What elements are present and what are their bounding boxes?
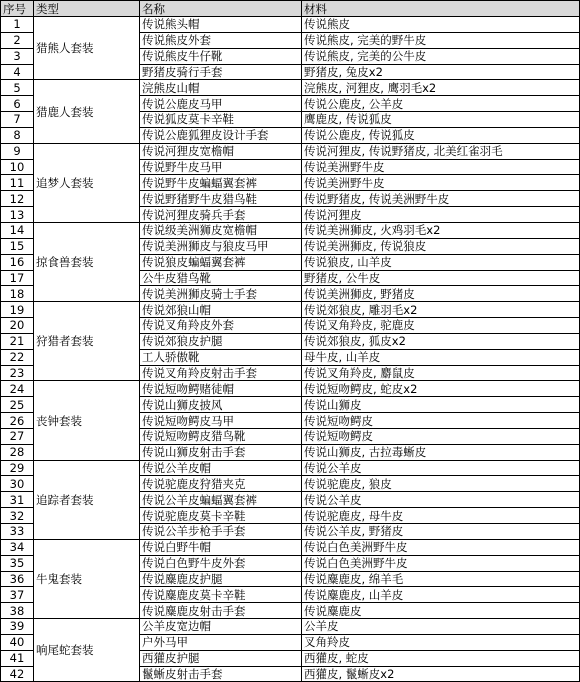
material-cell: 母牛皮, 山羊皮 [302, 349, 580, 365]
row-number: 11 [1, 175, 34, 191]
material-cell: 传说美洲野牛皮 [302, 175, 580, 191]
table-row [1, 619, 580, 635]
item-name-cell: 传说公羊皮帽 [140, 460, 302, 476]
item-name-cell: 传说短吻鳄皮猎鸟靴 [140, 428, 302, 444]
set-type-cell: 狩猎者套装 [34, 302, 140, 381]
item-name-cell: 传说野猪野牛皮猎鸟鞋 [140, 191, 302, 207]
row-number: 7 [1, 112, 34, 128]
row-number: 25 [1, 397, 34, 413]
material-cell: 传说短吻鳄皮 [302, 428, 580, 444]
item-name-cell: 传说野牛皮马甲 [140, 159, 302, 175]
row-number: 26 [1, 413, 34, 429]
material-cell: 传说公羊皮, 野猪皮 [302, 524, 580, 540]
row-number: 3 [1, 48, 34, 64]
material-cell: 野猪皮, 兔皮x2 [302, 64, 580, 80]
item-name-cell: 西獾皮护腿 [140, 650, 302, 666]
material-cell: 传说驼鹿皮, 母牛皮 [302, 508, 580, 524]
material-cell: 传说白色美洲野牛皮 [302, 539, 580, 555]
material-cell: 传说熊皮 [302, 17, 580, 33]
row-number: 23 [1, 365, 34, 381]
row-number: 6 [1, 96, 34, 112]
material-cell: 传说山狮皮 [302, 397, 580, 413]
material-cell: 传说公羊皮 [302, 460, 580, 476]
row-number: 27 [1, 428, 34, 444]
material-cell: 传说河狸皮, 传说野猪皮, 北美红雀羽毛 [302, 143, 580, 159]
material-cell: 传说美洲狮皮, 火鸡羽毛x2 [302, 222, 580, 238]
material-cell: 传说麋鹿皮, 山羊皮 [302, 587, 580, 603]
item-name-cell: 传说狐皮莫卡辛鞋 [140, 112, 302, 128]
row-number: 5 [1, 80, 34, 96]
header-type: 类型 [34, 1, 140, 17]
row-number: 42 [1, 666, 34, 682]
row-number: 28 [1, 444, 34, 460]
material-cell: 传说河狸皮 [302, 207, 580, 223]
item-name-cell: 传说麋鹿皮莫卡辛鞋 [140, 587, 302, 603]
row-number: 20 [1, 318, 34, 334]
row-number: 39 [1, 619, 34, 635]
material-cell: 传说麋鹿皮 [302, 603, 580, 619]
row-number: 17 [1, 270, 34, 286]
table-row [1, 143, 580, 159]
row-number: 38 [1, 603, 34, 619]
material-cell: 传说郊狼皮, 雕羽毛x2 [302, 302, 580, 318]
item-name-cell: 传说叉角羚皮射击手套 [140, 365, 302, 381]
material-cell: 传说白色美洲野牛皮 [302, 555, 580, 571]
item-name-cell: 鬣蜥皮射击手套 [140, 666, 302, 682]
material-cell: 传说驼鹿皮, 狼皮 [302, 476, 580, 492]
material-cell: 传说狼皮, 山羊皮 [302, 254, 580, 270]
material-cell: 浣熊皮, 河狸皮, 鹰羽毛x2 [302, 80, 580, 96]
material-cell: 传说野猪皮, 传说美洲野牛皮 [302, 191, 580, 207]
row-number: 41 [1, 650, 34, 666]
row-number: 18 [1, 286, 34, 302]
table-row [1, 17, 580, 33]
row-number: 16 [1, 254, 34, 270]
item-name-cell: 传说野牛皮蝙蝠翼套裤 [140, 175, 302, 191]
header-number: 序号 [1, 1, 34, 17]
row-number: 12 [1, 191, 34, 207]
set-type-cell: 追梦人套装 [34, 143, 140, 222]
set-type-cell: 追踪者套装 [34, 460, 140, 539]
material-cell: 传说公羊皮 [302, 492, 580, 508]
item-name-cell: 传说郊狼山帽 [140, 302, 302, 318]
item-name-cell: 传说山狮皮披风 [140, 397, 302, 413]
row-number: 37 [1, 587, 34, 603]
material-cell: 传说熊皮, 完美的野牛皮 [302, 32, 580, 48]
material-cell: 野猪皮, 公牛皮 [302, 270, 580, 286]
item-name-cell: 传说熊皮牛仔靴 [140, 48, 302, 64]
row-number: 33 [1, 524, 34, 540]
set-type-cell: 掠食兽套装 [34, 222, 140, 301]
material-cell: 西獾皮, 蛇皮 [302, 650, 580, 666]
item-name-cell: 传说驼鹿皮莫卡辛鞋 [140, 508, 302, 524]
material-cell: 传说美洲狮皮, 野猪皮 [302, 286, 580, 302]
item-name-cell: 传说美洲狮皮与狼皮马甲 [140, 238, 302, 254]
table-row [1, 80, 580, 96]
material-cell: 传说短吻鳄皮, 蛇皮x2 [302, 381, 580, 397]
item-name-cell: 传说公羊步枪手手套 [140, 524, 302, 540]
material-cell: 传说熊皮, 完美的公牛皮 [302, 48, 580, 64]
row-number: 4 [1, 64, 34, 80]
item-name-cell: 传说短吻鳄皮马甲 [140, 413, 302, 429]
row-number: 34 [1, 539, 34, 555]
item-name-cell: 传说熊皮外套 [140, 32, 302, 48]
row-number: 13 [1, 207, 34, 223]
row-number: 9 [1, 143, 34, 159]
item-name-cell: 传说美洲狮皮骑士手套 [140, 286, 302, 302]
set-type-cell: 丧钟套装 [34, 381, 140, 460]
item-name-cell: 传说熊头帽 [140, 17, 302, 33]
item-name-cell: 传说山狮皮射击手套 [140, 444, 302, 460]
row-number: 35 [1, 555, 34, 571]
item-name-cell: 工人骄傲靴 [140, 349, 302, 365]
header-material: 材料 [302, 1, 580, 17]
material-cell: 叉角羚皮 [302, 634, 580, 650]
table-row [1, 460, 580, 476]
material-cell: 传说美洲野牛皮 [302, 159, 580, 175]
item-name-cell: 传说白野牛帽 [140, 539, 302, 555]
item-name-cell: 浣熊皮山帽 [140, 80, 302, 96]
header-row [1, 1, 580, 17]
material-cell: 传说山狮皮, 古拉毒蜥皮 [302, 444, 580, 460]
material-cell: 西獾皮, 鬣蜥皮x2 [302, 666, 580, 682]
item-name-cell: 传说麋鹿皮射击手套 [140, 603, 302, 619]
item-name-cell: 传说短吻鳄赌徒帽 [140, 381, 302, 397]
item-name-cell: 传说白色野牛皮外套 [140, 555, 302, 571]
row-number: 2 [1, 32, 34, 48]
item-name-cell: 传说公鹿皮马甲 [140, 96, 302, 112]
row-number: 1 [1, 17, 34, 33]
item-name-cell: 传说郊狼皮护腿 [140, 333, 302, 349]
material-cell: 传说公鹿皮, 传说狐皮 [302, 127, 580, 143]
row-number: 40 [1, 634, 34, 650]
item-name-cell: 传说麋鹿皮护腿 [140, 571, 302, 587]
row-number: 31 [1, 492, 34, 508]
table-row [1, 302, 580, 318]
row-number: 22 [1, 349, 34, 365]
row-number: 36 [1, 571, 34, 587]
material-cell: 传说短吻鳄皮 [302, 413, 580, 429]
material-cell: 传说美洲狮皮, 传说狼皮 [302, 238, 580, 254]
set-type-cell: 猎鹿人套装 [34, 80, 140, 143]
item-name-cell: 传说狼皮蝙蝠翼套裤 [140, 254, 302, 270]
item-name-cell: 传说公鹿狐狸皮设计手套 [140, 127, 302, 143]
material-cell: 传说公鹿皮, 公羊皮 [302, 96, 580, 112]
item-name-cell: 传说级美洲狮皮宽檐帽 [140, 222, 302, 238]
material-cell: 鹰鹿皮, 传说狐皮 [302, 112, 580, 128]
item-name-cell: 传说驼鹿皮狩猎夹克 [140, 476, 302, 492]
header-name: 名称 [140, 1, 302, 17]
item-name-cell: 公牛皮猎鸟靴 [140, 270, 302, 286]
row-number: 30 [1, 476, 34, 492]
row-number: 10 [1, 159, 34, 175]
table-row [1, 222, 580, 238]
item-name-cell: 传说叉角羚皮外套 [140, 318, 302, 334]
set-type-cell: 响尾蛇套装 [34, 619, 140, 682]
table-row [1, 539, 580, 555]
table-body [1, 1, 580, 682]
row-number: 15 [1, 238, 34, 254]
row-number: 21 [1, 333, 34, 349]
material-cell: 传说叉角羚皮, 驼鹿皮 [302, 318, 580, 334]
row-number: 19 [1, 302, 34, 318]
item-name-cell: 公羊皮宽边帽 [140, 619, 302, 635]
set-type-cell: 猎熊人套装 [34, 17, 140, 80]
row-number: 14 [1, 222, 34, 238]
item-name-cell: 户外马甲 [140, 634, 302, 650]
item-name-cell: 传说公羊皮蝙蝠翼套裤 [140, 492, 302, 508]
table-row [1, 381, 580, 397]
item-name-cell: 传说河狸皮宽檐帽 [140, 143, 302, 159]
material-cell: 传说郊狼皮, 狐皮x2 [302, 333, 580, 349]
row-number: 8 [1, 127, 34, 143]
set-type-cell: 牛鬼套装 [34, 539, 140, 618]
material-cell: 传说麋鹿皮, 绵羊毛 [302, 571, 580, 587]
row-number: 24 [1, 381, 34, 397]
material-cell: 公羊皮 [302, 619, 580, 635]
item-name-cell: 野猪皮骑行手套 [140, 64, 302, 80]
row-number: 32 [1, 508, 34, 524]
material-cell: 传说叉角羚皮, 麝鼠皮 [302, 365, 580, 381]
item-name-cell: 传说河狸皮骑兵手套 [140, 207, 302, 223]
row-number: 29 [1, 460, 34, 476]
